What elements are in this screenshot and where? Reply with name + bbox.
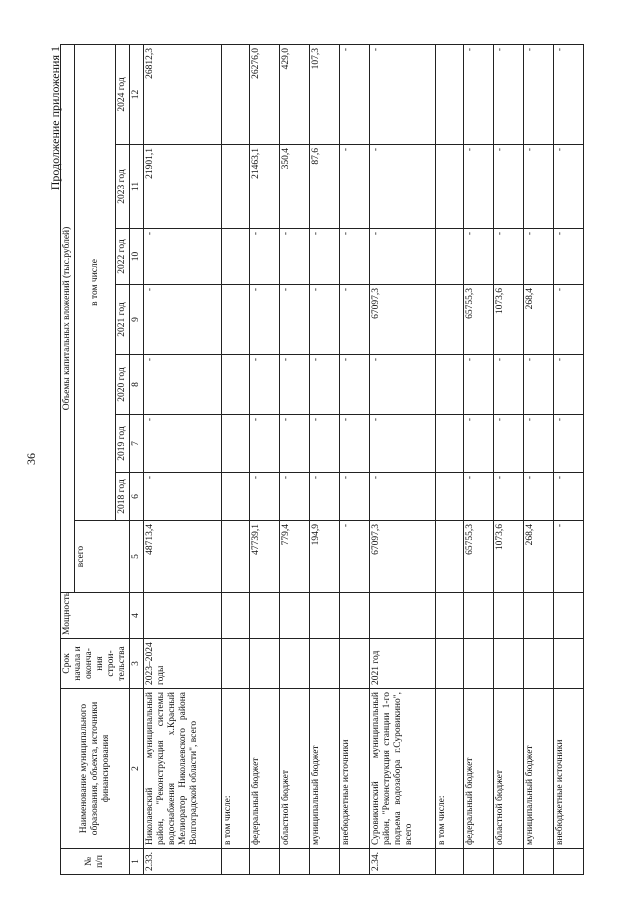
row-term: [310, 639, 340, 689]
row-term: [250, 639, 280, 689]
row-power: [464, 593, 494, 639]
row-term: [464, 639, 494, 689]
row-value: [222, 44, 250, 144]
row-power: [250, 593, 280, 639]
year-2018: 2018 год: [116, 473, 130, 521]
row-value: [222, 355, 250, 415]
row-value: -: [554, 44, 584, 144]
row-value: -: [340, 521, 370, 593]
row-no: 2.34.: [370, 849, 436, 875]
row-name: федеральный бюджет: [250, 689, 280, 849]
table-row: [280, 44, 310, 874]
row-value: -: [524, 145, 554, 229]
row-name: муниципальный бюджет: [310, 689, 340, 849]
row-name: муниципальный бюджет: [524, 689, 554, 849]
row-value: -: [280, 229, 310, 285]
row-value: 779,4: [280, 521, 310, 593]
table-row: [222, 44, 250, 874]
table-row: [310, 44, 340, 874]
index-cell: 4: [130, 593, 144, 639]
row-power: [436, 593, 464, 639]
row-value: [436, 229, 464, 285]
table-row: [250, 44, 280, 874]
row-value: 65755,3: [464, 285, 494, 355]
row-value: 26812,3: [144, 44, 222, 144]
row-term: [554, 639, 584, 689]
row-value: [436, 415, 464, 473]
row-value: -: [494, 229, 524, 285]
index-cell: 5: [130, 521, 144, 593]
table-body: [144, 44, 584, 874]
row-value: [222, 145, 250, 229]
row-value: -: [280, 415, 310, 473]
index-cell: 1: [130, 849, 144, 875]
year-2019: 2019 год: [116, 415, 130, 473]
table-row: [370, 44, 436, 874]
table-row: [524, 44, 554, 874]
row-value: [436, 473, 464, 521]
row-value: 1073,6: [494, 285, 524, 355]
row-value: -: [494, 145, 524, 229]
row-value: -: [250, 229, 280, 285]
row-value: 26276,0: [250, 44, 280, 144]
row-value: [436, 145, 464, 229]
row-value: [436, 355, 464, 415]
row-power: [280, 593, 310, 639]
row-value: -: [340, 229, 370, 285]
table-row: [340, 44, 370, 874]
header-total: всего: [75, 521, 130, 593]
row-no: [280, 849, 310, 875]
row-value: -: [370, 44, 436, 144]
capital-investment-table: [60, 44, 584, 875]
index-cell: 9: [130, 285, 144, 355]
year-2023: 2023 год: [116, 145, 130, 229]
row-value: -: [144, 415, 222, 473]
table-row: [436, 44, 464, 874]
row-value: -: [464, 355, 494, 415]
row-value: [222, 229, 250, 285]
row-value: [436, 44, 464, 144]
row-value: -: [340, 355, 370, 415]
index-row: [130, 44, 144, 874]
header-term: Срок начала и оконча-ния строи-тельства: [61, 639, 130, 689]
row-value: -: [554, 145, 584, 229]
row-value: -: [554, 229, 584, 285]
row-power: [494, 593, 524, 639]
continuation-note: Продолжение приложения 1: [48, 46, 62, 191]
row-value: -: [340, 285, 370, 355]
row-value: -: [370, 473, 436, 521]
row-name: внебюджетные источники: [340, 689, 370, 849]
row-value: -: [310, 285, 340, 355]
index-cell: 2: [130, 689, 144, 849]
header-power: Мощность: [61, 593, 130, 639]
index-cell: 3: [130, 639, 144, 689]
row-value: -: [250, 285, 280, 355]
page-number: 36: [24, 453, 38, 465]
row-value: -: [464, 415, 494, 473]
row-value: -: [494, 415, 524, 473]
row-value: -: [144, 473, 222, 521]
row-value: [222, 521, 250, 593]
row-term: [222, 639, 250, 689]
row-value: 47739,1: [250, 521, 280, 593]
row-name: федеральный бюджет: [464, 689, 494, 849]
row-value: -: [524, 44, 554, 144]
index-cell: 6: [130, 473, 144, 521]
index-cell: 12: [130, 44, 144, 144]
row-no: [494, 849, 524, 875]
row-value: 268,4: [524, 285, 554, 355]
row-no: [554, 849, 584, 875]
row-value: [222, 285, 250, 355]
row-value: -: [144, 285, 222, 355]
row-no: [464, 849, 494, 875]
row-power: [524, 593, 554, 639]
row-term: 2023–2024 годы: [144, 639, 222, 689]
row-value: 67097,3: [370, 521, 436, 593]
row-power: [222, 593, 250, 639]
row-value: -: [554, 415, 584, 473]
row-no: [310, 849, 340, 875]
header-incl: в том числе: [75, 44, 116, 520]
row-power: [144, 593, 222, 639]
row-no: [524, 849, 554, 875]
table-row: [464, 44, 494, 874]
row-value: [436, 521, 464, 593]
row-value: [222, 415, 250, 473]
row-name: Суровикинский муниципальный район, "Реконструкция станции 1-го подъема водозабора г.Суровикино", всего: [370, 689, 436, 849]
row-name: Николаевский муниципальный район, "Реконструкция системы водоснабжения х.Красный Мелиоратор Николаевского района Волгоградской области", всего: [144, 689, 222, 849]
row-value: 1073,6: [494, 521, 524, 593]
row-value: 429,0: [280, 44, 310, 144]
row-value: -: [524, 229, 554, 285]
row-value: 350,4: [280, 145, 310, 229]
row-name: внебюджетные источники: [554, 689, 584, 849]
row-power: [310, 593, 340, 639]
row-value: -: [144, 229, 222, 285]
row-value: -: [280, 355, 310, 415]
row-value: -: [464, 44, 494, 144]
row-value: -: [144, 355, 222, 415]
row-term: [524, 639, 554, 689]
row-value: -: [464, 145, 494, 229]
row-value: -: [554, 355, 584, 415]
row-value: -: [494, 473, 524, 521]
header-volumes: Объемы капитальных вложений (тыс.рублей): [61, 44, 75, 592]
index-cell: 8: [130, 355, 144, 415]
row-name: в том числе:: [222, 689, 250, 849]
row-value: 107,3: [310, 44, 340, 144]
row-value: -: [370, 415, 436, 473]
row-value: 48713,4: [144, 521, 222, 593]
row-term: [340, 639, 370, 689]
table-row: [554, 44, 584, 874]
row-name: областной бюджет: [280, 689, 310, 849]
index-cell: 10: [130, 229, 144, 285]
row-value: [222, 473, 250, 521]
row-value: -: [494, 355, 524, 415]
row-term: [280, 639, 310, 689]
row-power: [370, 593, 436, 639]
row-value: -: [280, 285, 310, 355]
row-value: -: [554, 473, 584, 521]
row-value: -: [370, 229, 436, 285]
index-cell: 7: [130, 415, 144, 473]
row-term: [494, 639, 524, 689]
row-value: 65755,3: [464, 521, 494, 593]
row-term: [436, 639, 464, 689]
row-value: -: [310, 473, 340, 521]
row-value: 21901,1: [144, 145, 222, 229]
header-no: № п/п: [61, 849, 130, 875]
row-value: -: [340, 415, 370, 473]
table-row: [144, 44, 222, 874]
row-value: -: [340, 145, 370, 229]
row-value: -: [524, 415, 554, 473]
row-power: [340, 593, 370, 639]
year-2021: 2021 год: [116, 285, 130, 355]
row-term: 2021 год: [370, 639, 436, 689]
row-value: -: [340, 44, 370, 144]
row-name: областной бюджет: [494, 689, 524, 849]
row-no: [340, 849, 370, 875]
row-value: -: [250, 473, 280, 521]
year-2020: 2020 год: [116, 355, 130, 415]
row-value: -: [464, 229, 494, 285]
row-value: [436, 285, 464, 355]
row-value: -: [310, 229, 340, 285]
index-cell: 11: [130, 145, 144, 229]
row-value: -: [370, 355, 436, 415]
row-value: -: [310, 355, 340, 415]
row-value: -: [494, 44, 524, 144]
row-value: -: [250, 415, 280, 473]
row-value: -: [524, 473, 554, 521]
row-value: 194,9: [310, 521, 340, 593]
row-value: -: [340, 473, 370, 521]
row-value: -: [554, 521, 584, 593]
row-name: в том числе:: [436, 689, 464, 849]
row-power: [554, 593, 584, 639]
row-no: 2.33.: [144, 849, 222, 875]
header-row-1: [61, 44, 75, 874]
row-value: 87,6: [310, 145, 340, 229]
header-name: Наименование муниципального образования, объекта, источники финансирования: [61, 689, 130, 849]
row-value: 268,4: [524, 521, 554, 593]
table-row: [494, 44, 524, 874]
row-value: -: [250, 355, 280, 415]
row-no: [222, 849, 250, 875]
row-no: [436, 849, 464, 875]
row-value: -: [464, 473, 494, 521]
row-value: 21463,1: [250, 145, 280, 229]
row-value: -: [280, 473, 310, 521]
row-value: 67097,3: [370, 285, 436, 355]
row-value: -: [310, 415, 340, 473]
year-2022: 2022 год: [116, 229, 130, 285]
row-no: [250, 849, 280, 875]
year-2024: 2024 год: [116, 44, 130, 144]
row-value: -: [554, 285, 584, 355]
row-value: -: [370, 145, 436, 229]
row-value: -: [524, 355, 554, 415]
